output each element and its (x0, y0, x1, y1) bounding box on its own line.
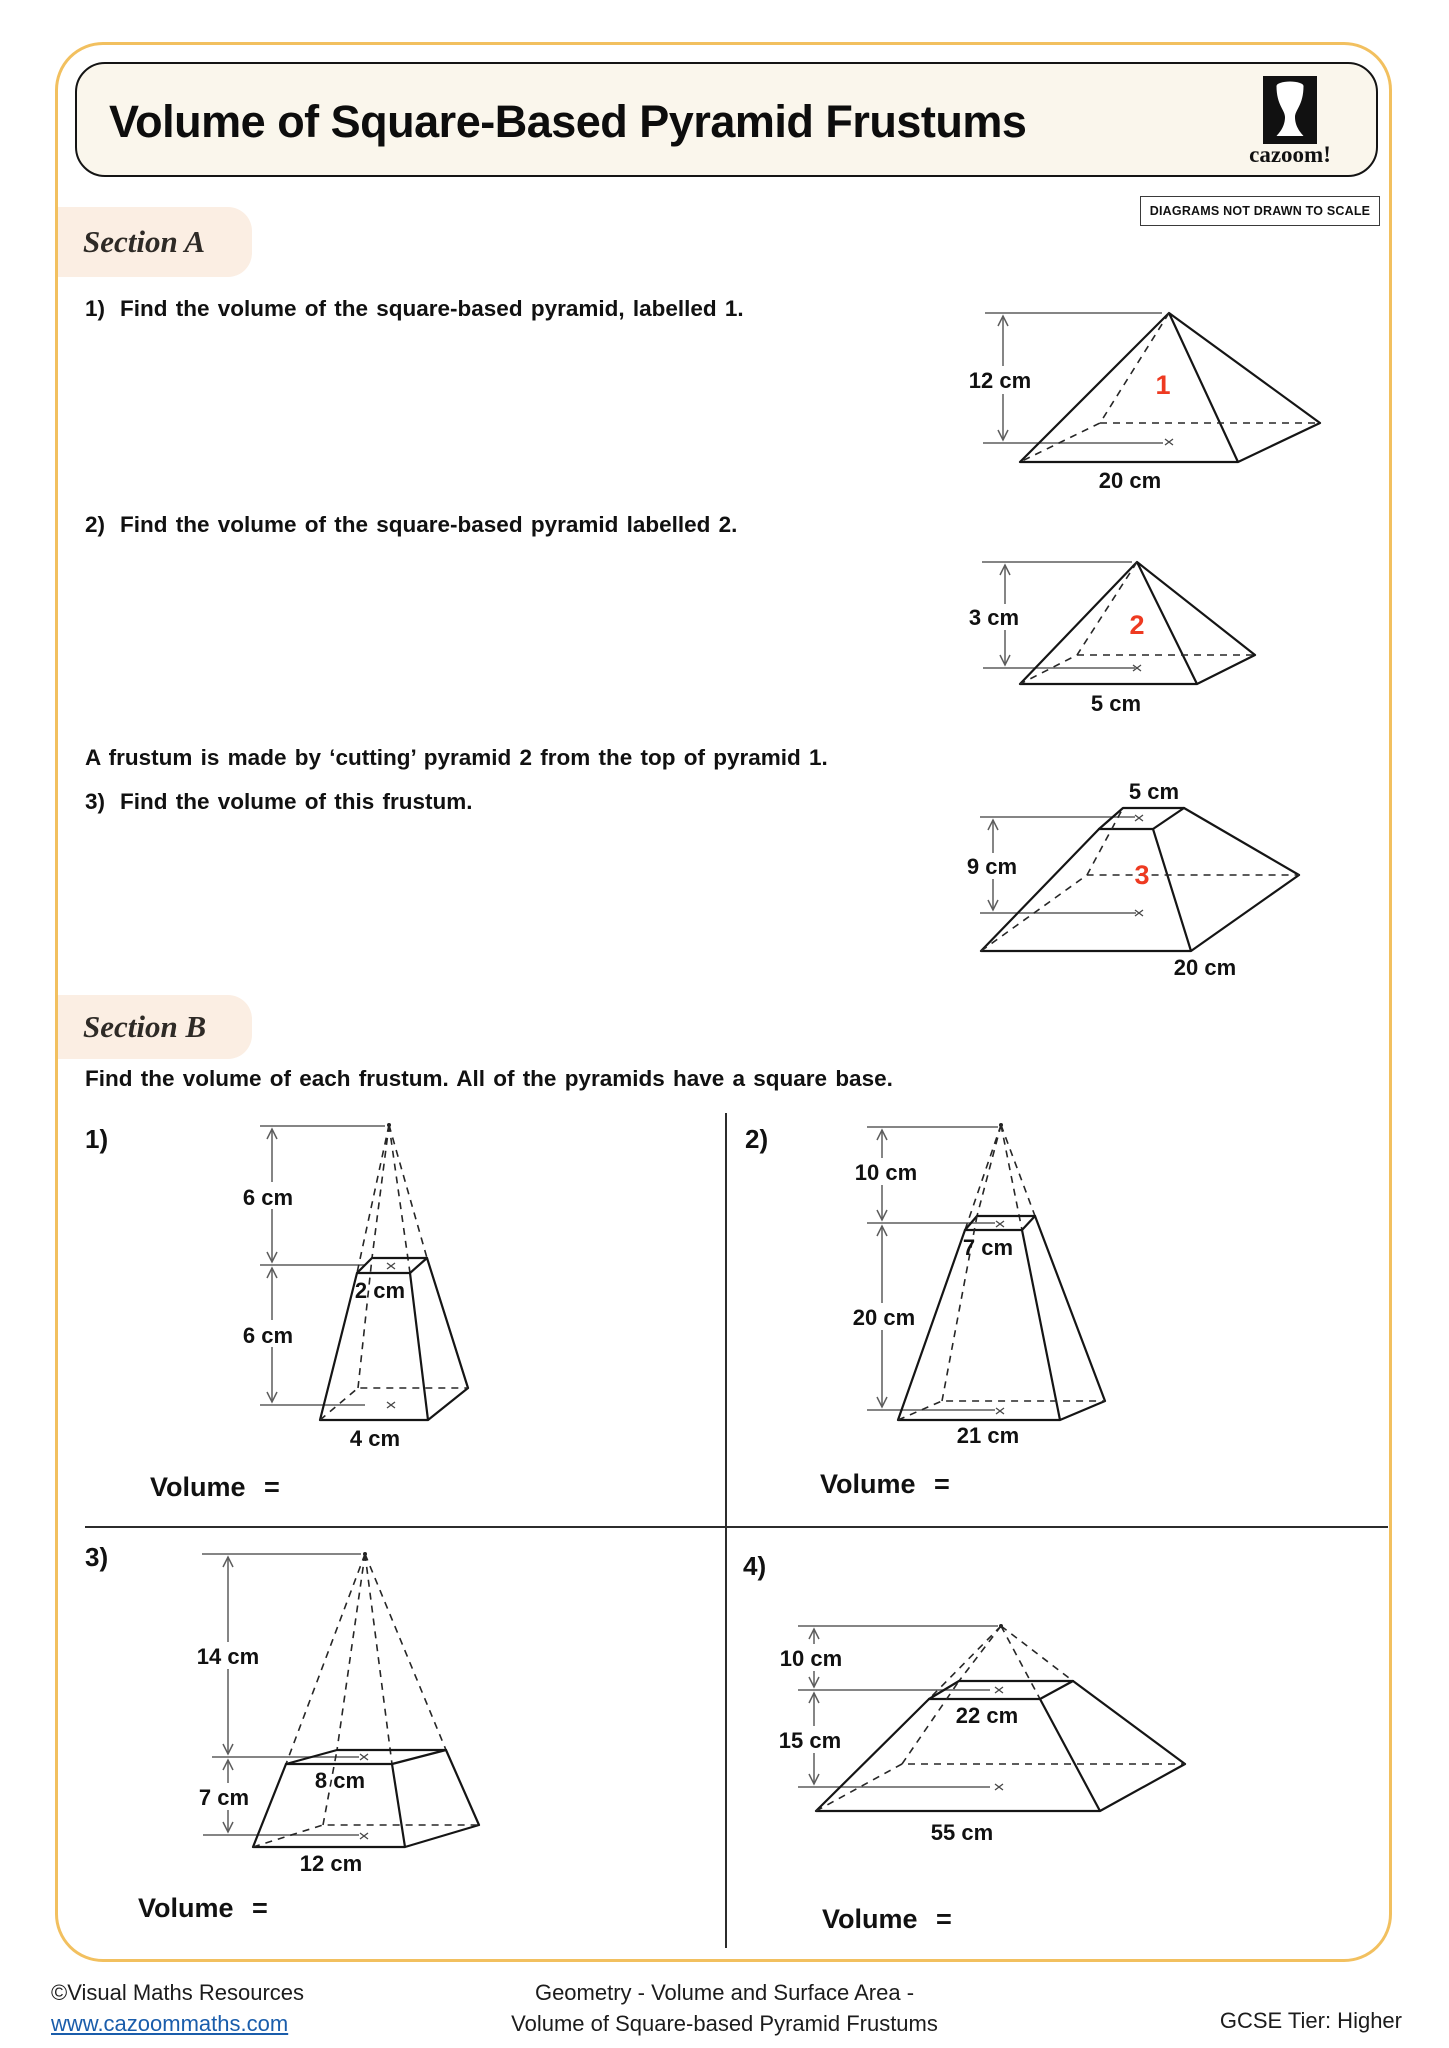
dimension-label-base: 20 cm (1098, 468, 1162, 493)
question-a1-text: Find the volume of the square-based pyramid, labelled 1. (120, 296, 744, 321)
dimension-label-lower: 6 cm (242, 1323, 294, 1348)
footer-copyright: ©Visual Maths Resources (51, 1980, 305, 2005)
dimension-label-top: 5 cm (1128, 779, 1180, 804)
dimension-label-lower: 15 cm (778, 1728, 842, 1753)
footer-link[interactable]: www.cazoommaths.com (51, 2011, 289, 2036)
dimension-label-base: 5 cm (1090, 691, 1142, 716)
dimension-label-upper: 6 cm (242, 1185, 294, 1210)
dimension-label-height: 9 cm (966, 854, 1018, 879)
frustum-note (85, 745, 828, 771)
dimension-label-top-edge: 7 cm (962, 1235, 1014, 1260)
footer-tier: GCSE Tier: Higher (1219, 2008, 1402, 2033)
section-a-heading: Section A (83, 224, 206, 259)
section-b-badge (58, 995, 252, 1059)
volume-answer-label-b2: Volume = (820, 1469, 950, 1499)
grid-divider-vertical (725, 1113, 727, 1948)
dimension-label-lower: 7 cm (198, 1785, 250, 1810)
dimension-label-base: 12 cm (299, 1851, 363, 1876)
dimension-label-lower: 20 cm (852, 1305, 916, 1330)
diagram-frustum-3 (930, 760, 1360, 990)
question-a1-number: 1) (85, 296, 106, 321)
worksheet-title: Volume of Square-Based Pyramid Frustums (109, 96, 1027, 147)
dimension-label-height: 12 cm (968, 368, 1032, 393)
pyramid-number: 1 (1155, 370, 1171, 400)
dimension-label-base: 21 cm (956, 1423, 1020, 1448)
question-a2-text: Find the volume of the square-based pyramid labelled 2. (120, 512, 738, 537)
frustum-outline (898, 1123, 1105, 1420)
frustum-number: 3 (1134, 860, 1150, 890)
question-a2-number: 2) (85, 512, 106, 537)
dimension-lines (260, 1126, 395, 1408)
question-a1 (85, 296, 744, 322)
panel-b3-number: 3) (85, 1542, 109, 1572)
section-b-heading: Section B (83, 1009, 207, 1044)
question-a3-number: 3) (85, 789, 106, 814)
goblet-icon (1263, 76, 1317, 144)
diagram-pyramid-2 (930, 540, 1310, 730)
dimension-label-top-edge: 2 cm (354, 1278, 406, 1303)
dimension-label-top-edge: 22 cm (955, 1703, 1019, 1728)
frustum-outline (320, 1123, 468, 1420)
dimension-label-base: 55 cm (930, 1820, 994, 1845)
dimension-label-base: 20 cm (1173, 955, 1237, 980)
dimension-label-height: 3 cm (968, 605, 1020, 630)
dimension-label-top-edge: 8 cm (314, 1768, 366, 1793)
question-a3-text: Find the volume of this frustum. (120, 789, 473, 814)
section-a-badge (58, 207, 252, 277)
volume-answer-label-b4: Volume = (822, 1904, 952, 1934)
frustum-outline (253, 1552, 479, 1847)
dimension-label-upper: 10 cm (779, 1646, 843, 1671)
question-a2 (85, 512, 737, 538)
section-b-intro-text: Find the volume of each frustum. All of the pyramids have a square base. (85, 1066, 893, 1091)
footer-topic-line2: Volume of Square-based Pyramid Frustums (511, 2011, 938, 2036)
panel-b2-number: 2) (745, 1124, 769, 1154)
dimension-label-base: 4 cm (349, 1426, 401, 1451)
dimension-label-upper: 14 cm (196, 1644, 260, 1669)
diagram-pyramid-1 (930, 280, 1400, 520)
section-b-intro (85, 1066, 893, 1092)
title-box (75, 62, 1378, 177)
panel-b1-number: 1) (85, 1124, 109, 1154)
cazoom-logo-icon (1263, 76, 1317, 144)
cazoom-logo-text: cazoom! (1249, 142, 1331, 167)
panel-b4-number: 4) (743, 1551, 767, 1581)
question-a3 (85, 789, 473, 815)
scale-note: DIAGRAMS NOT DRAWN TO SCALE (1140, 196, 1380, 226)
volume-answer-label-b1: Volume = (150, 1472, 280, 1502)
pyramid-number: 2 (1129, 610, 1145, 640)
frustum-note-text: A frustum is made by ‘cutting’ pyramid 2 from the top of pyramid 1. (85, 745, 828, 770)
volume-answer-label-b3: Volume = (138, 1893, 268, 1923)
footer-topic-line1: Geometry - Volume and Surface Area - (534, 1980, 915, 2005)
dimension-label-upper: 10 cm (854, 1160, 918, 1185)
